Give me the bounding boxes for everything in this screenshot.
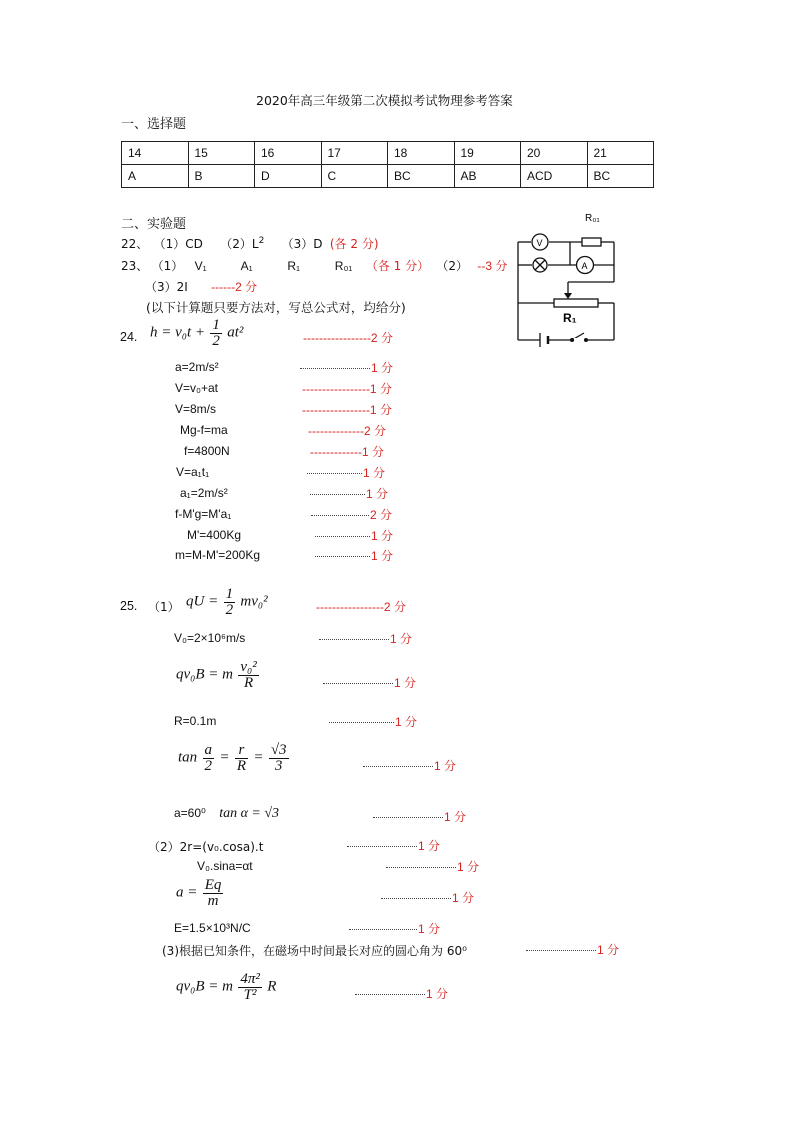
q23-line1 <box>121 257 507 274</box>
q25-field-score: 1 分 <box>349 920 440 937</box>
table-cell: 18 <box>388 142 455 165</box>
table-cell: 19 <box>454 142 521 165</box>
ammeter-label: A <box>581 261 588 271</box>
q24-label: 24. <box>120 330 138 344</box>
q25-radius: R=0.1m <box>174 714 217 728</box>
q25-part3: (3)根据已知条件，在磁场中时间最长对应的圆心角为 60⁰ <box>162 944 467 958</box>
q25-radius-score: 1 分 <box>329 713 417 730</box>
q23-part3: （3）2I <box>145 280 188 294</box>
q25-formula-energy: qU = $\frac{1}{2}$ mv₀² <box>186 586 268 618</box>
section-choice-heading: 一、选择题 <box>121 117 187 132</box>
q23-score3: ------2 分 <box>211 280 258 294</box>
q24-step-score: -----------------1 分 <box>302 382 392 396</box>
table-cell: 14 <box>122 142 189 165</box>
q24-step-score: --------------2 分 <box>308 424 386 438</box>
r01-label: R₀₁ <box>585 213 600 224</box>
q25-formula-period-score: 1 分 <box>355 985 448 1002</box>
q25-part2b: V₀.sina=αt <box>197 859 253 873</box>
table-cell: AB <box>454 165 521 188</box>
table-cell: 21 <box>587 142 654 165</box>
q23-part2: （2） <box>436 259 469 273</box>
q25-formula-tan-score: 1 分 <box>363 757 456 774</box>
q24-step: f-M'g=M'a₁ <box>175 507 232 521</box>
q25-part1-label: （1） <box>148 600 180 614</box>
rheostat-r1 <box>554 299 598 307</box>
q25-formula-accel-score: 1 分 <box>381 889 474 906</box>
slider-arrow-icon <box>564 293 572 299</box>
q22-line <box>121 235 379 252</box>
q23-score1: （各 1 分） <box>365 259 430 273</box>
q23-part1: （1） <box>151 259 184 273</box>
table-cell: B <box>188 165 255 188</box>
q24-step: M'=400Kg <box>187 528 241 542</box>
table-cell: 16 <box>255 142 322 165</box>
r1-label: R₁ <box>563 311 577 325</box>
q25-formula-energy-score: -----------------2 分 <box>316 600 406 614</box>
section-experiment-heading: 二、实验题 <box>121 217 187 232</box>
q25-formula-lorentz-score: 1 分 <box>323 674 416 691</box>
q24-step-score: 1 分 <box>307 464 385 481</box>
q25-part2b-score: 1 分 <box>386 858 479 875</box>
q23-line2 <box>145 278 257 295</box>
q24-step-score: -----------------1 分 <box>302 403 392 417</box>
q24-step: V=v₀+at <box>175 381 219 395</box>
page-title: 2020年高三年级第二次模拟考试物理参考答案 <box>256 93 513 108</box>
q23-label: 23、 <box>121 259 149 273</box>
q24-step: Mg-f=ma <box>180 423 228 437</box>
table-cell: 20 <box>521 142 588 165</box>
q24-step: a₁=2m/s² <box>180 486 228 500</box>
q25-angle: a=60⁰ tan α = √3 <box>174 806 280 821</box>
q24-step-score: 1 分 <box>315 527 393 544</box>
switch-icon <box>570 333 588 342</box>
table-row-answers <box>122 165 654 188</box>
battery-icon <box>540 333 548 347</box>
answer-table <box>121 141 654 188</box>
q25-part2-score: 1 分 <box>347 837 440 854</box>
q24-step: V=8m/s <box>175 402 217 416</box>
q24-step-score: -------------1 分 <box>310 445 384 459</box>
table-cell: D <box>255 165 322 188</box>
q25-field: E=1.5×10³N/C <box>174 921 251 935</box>
q24-step: m=M-M'=200Kg <box>175 548 260 562</box>
voltmeter-label: V <box>536 238 543 248</box>
q23-score2: --3 分 <box>477 259 508 273</box>
q22-part2: $(2)L^2$ <box>220 236 265 251</box>
scoring-note: (以下计算题只要方法对，写总公式对，均给分) <box>146 300 406 315</box>
q24-step: V=a₁t₁ <box>176 465 210 479</box>
q25-formula-accel: a = $\frac{Eq}{m}$ <box>176 877 222 909</box>
q25-part3-score: 1 分 <box>526 941 619 958</box>
q25-angle-score: 1 分 <box>373 808 466 825</box>
q25-formula-tan: tan $\frac{a}{2}$ = $\frac{r}{R}$ = $\frac{√3}{3}$ <box>178 742 287 774</box>
q24-formula-score: -----------------2 分 <box>303 331 393 345</box>
q22-score: (各 2 分) <box>329 237 379 251</box>
q25-part2: （2）2r=(v₀.cosa).t <box>148 840 264 854</box>
q25-velocity: V₀=2×10⁶m/s <box>174 631 246 645</box>
table-cell: 17 <box>321 142 388 165</box>
circuit-diagram <box>510 205 622 350</box>
q24-step-score: 2 分 <box>311 506 392 523</box>
table-cell: A <box>122 165 189 188</box>
q25-label: 25. <box>120 599 138 613</box>
q24-step: a=2m/s² <box>175 360 219 374</box>
table-cell: ACD <box>521 165 588 188</box>
q22-part1: （1）CD <box>153 237 203 251</box>
resistor-r01 <box>582 238 601 246</box>
q24-step-score: 1 分 <box>310 485 388 502</box>
q23-items: V₁ A₁ R₁ R₀₁ <box>194 259 353 273</box>
table-cell: BC <box>388 165 455 188</box>
q24-step-score: 1 分 <box>300 359 393 376</box>
q24-formula: h = v₀t + $\frac{1}{2}$ at² <box>150 317 244 349</box>
q25-formula-period: qv₀B = m $\frac{\text{4π²}}{\text{T²}}$ R <box>176 971 277 1003</box>
q24-step: f=4800N <box>184 444 230 458</box>
q22-part3: （3）D <box>281 237 323 251</box>
q25-velocity-score: 1 分 <box>319 630 412 647</box>
table-cell: C <box>321 165 388 188</box>
q22-label: 22、 <box>121 237 149 251</box>
table-cell: 15 <box>188 142 255 165</box>
table-row-numbers <box>122 142 654 165</box>
q24-step-score: 1 分 <box>315 547 393 564</box>
table-cell: BC <box>587 165 654 188</box>
q25-formula-lorentz: qv₀B = m $\frac{\text{v₀²}}{R}$ <box>176 659 257 691</box>
